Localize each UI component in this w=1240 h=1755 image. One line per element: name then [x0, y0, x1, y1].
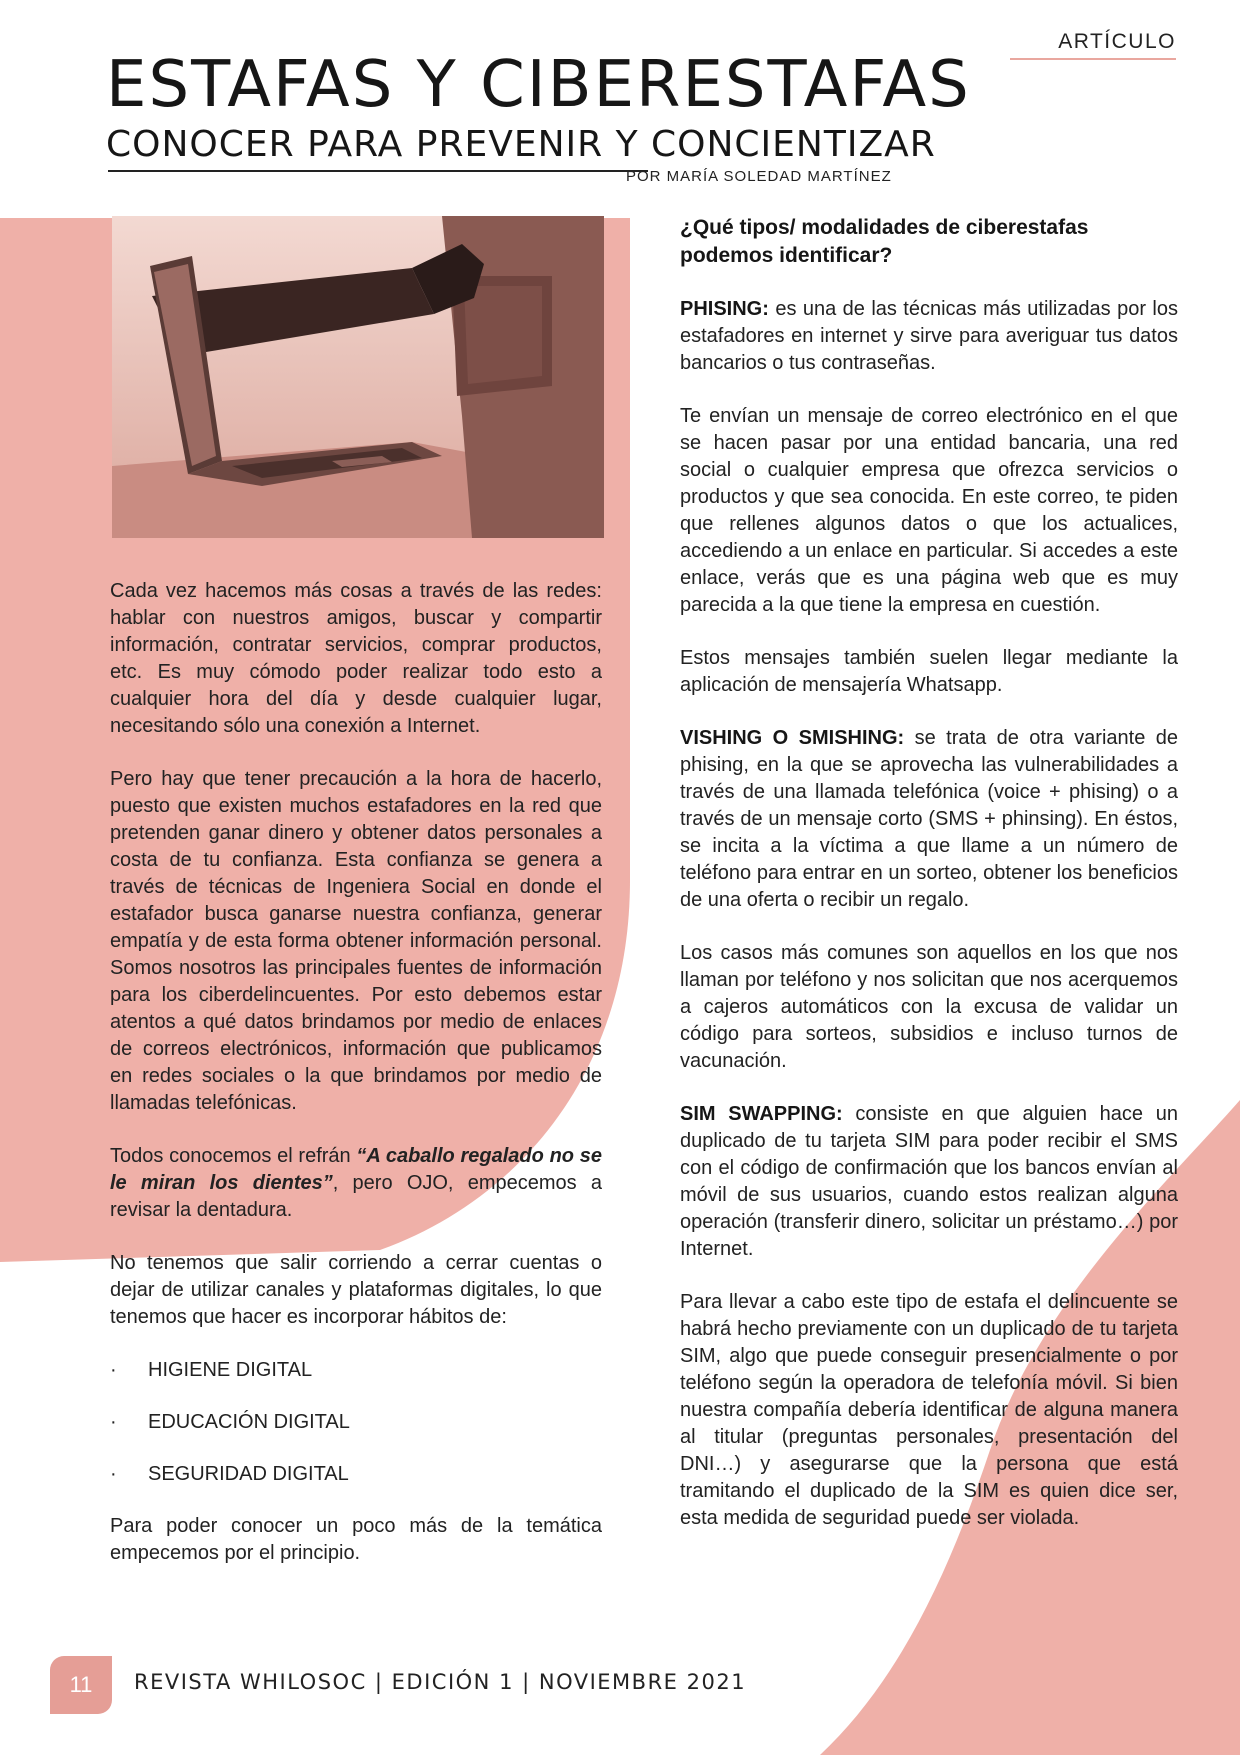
left-column — [110, 578, 602, 1593]
common-cases-paragraph: Los casos más comunes son aquellos en los que nos llaman por teléfono y nos solicitan que nos acerquemos a cajeros automáticos con la excusa de validar un código para sorteos, subsidios e incluso turnos de vacunación. — [680, 942, 1178, 1072]
proverb-paragraph — [110, 1143, 602, 1224]
phising-text: es una de las técnicas más utilizadas por los estafadores en internet y sirve para averiguar tus datos bancarios o tus contraseñas. — [680, 298, 1178, 374]
author-byline: POR MARÍA SOLEDAD MARTÍNEZ — [626, 168, 892, 185]
list-item-label: HIGIENE DIGITAL — [148, 1359, 313, 1381]
proverb-tail: , pero OJO, empecemos a revisar la dentadura. — [110, 1172, 603, 1221]
sim-swapping-text: consiste en que alguien hace un duplicado de tu tarjeta SIM para poder recibir el SMS con el código de confirmación que los bancos envían al móvil de sus usuarios, cuando estos realizan alguna operación (transferir dinero, solicitar un préstamo…) por Internet. — [680, 1103, 1178, 1260]
vishing-term: VISHING O SMISHING: — [680, 727, 905, 749]
bullet-glyph: · — [110, 1359, 117, 1381]
phising-paragraph — [680, 296, 1178, 377]
footer-publication: REVISTA WHILOSOC | EDICIÓN 1 | NOVIEMBRE 2021 — [134, 1670, 747, 1694]
proverb-quote: “A caballo regalado no se le miran los dientes” — [110, 1145, 602, 1194]
list-item — [110, 1461, 602, 1488]
bullet-glyph: · — [110, 1411, 117, 1433]
bullet-glyph: · — [110, 1463, 117, 1485]
sim-detail-paragraph: Para llevar a cabo este tipo de estafa el delincuente se habrá hecho previamente con un duplicado de tu tarjeta SIM, algo que puede conseguir presencialmente o por teléfono según la operadora de telefonía móvil. Si bien nuestra compañía debería identificar de alguna manera al titular (preguntas personales, presentación del DNI…) y asegurarse que la persona que está tramitando el duplicado de la SIM es quien dice ser, esta medida de seguridad puede ser violada. — [680, 1291, 1178, 1529]
section-tag: ARTÍCULO — [1058, 30, 1176, 53]
page-number: 11 — [50, 1656, 112, 1714]
title-underline — [108, 170, 648, 172]
closing-paragraph: Para poder conocer un poco más de la temática empecemos por el principio. — [110, 1515, 602, 1564]
habits-paragraph: No tenemos que salir corriendo a cerrar cuentas o dejar de utilizar canales y plataformas digitales, lo que tenemos que hacer es incorporar hábitos de: — [110, 1252, 602, 1328]
section-heading: ¿Qué tipos/ modalidades de ciberestafas podemos identificar? — [680, 216, 1089, 267]
sim-swapping-term: SIM SWAPPING: — [680, 1103, 843, 1125]
sim-swapping-paragraph — [680, 1101, 1178, 1263]
phising-detail-paragraph: Te envían un mensaje de correo electrónico en el que se hacen pasar por una entidad bancaria, una red social o cualquier empresa que ofrezca servicios o productos y que sea conocida. En este correo, te piden que rellenes algunos datos o que los actualices, accediendo a un enlace en particular. Si accedes a este enlace, verás que es una página web que es muy parecida a la que tiene la empresa en cuestión. — [680, 405, 1178, 616]
proverb-lead: Todos conocemos el refrán — [110, 1145, 357, 1167]
intro-paragraph: Cada vez hacemos más cosas a través de las redes: hablar con nuestros amigos, buscar y compartir información, contratar servicios, comprar productos, etc. Es muy cómodo poder realizar todo esto a cualquier hora del día y desde cualquier lugar, necesitando sólo una conexión a Internet. — [110, 580, 602, 737]
list-item — [110, 1357, 602, 1384]
list-item — [110, 1409, 602, 1436]
list-item-label: EDUCACIÓN DIGITAL — [148, 1411, 350, 1433]
phising-term: PHISING: — [680, 298, 769, 320]
vishing-text: se trata de otra variante de phising, en la que se aprovecha las vulnerabilidades a través de una llamada telefónica (voice + phising) o a través de un mensaje corto (SMS + phinsing). En éstos, se incita a la víctima a que llame a un número de teléfono para entrar en un sorteo, obtener los beneficios de una oferta o recibir un regalo. — [680, 727, 1178, 911]
article-title: ESTAFAS Y CIBERESTAFAS — [106, 48, 971, 122]
habits-list — [110, 1357, 602, 1488]
trust-paragraph: Pero hay que tener precaución a la hora de hacerlo, puesto que existen muchos estafadores en la red que pretenden ganar dinero y obtener datos personales a costa de tu confianza. Esta confianza se genera a través de técnicas de Ingeniera Social en donde el estafador busca ganarse nuestra confianza, generar empatía y de esta forma obtener información personal. Somos nosotros las principales fuentes de información para los ciberdelincuentes. Por esto debemos estar atentos a qué datos brindamos por medio de enlaces de correos electrónicos, información que publicamos en redes sociales o la que brindamos por medio de llamadas telefónicas. — [110, 768, 602, 1114]
list-item-label: SEGURIDAD DIGITAL — [148, 1463, 349, 1485]
whatsapp-paragraph: Estos mensajes también suelen llegar mediante la aplicación de mensajería Whatsapp. — [680, 647, 1178, 696]
article-photo — [112, 216, 604, 538]
article-subtitle: CONOCER PARA PREVENIR Y CONCIENTIZAR — [106, 124, 936, 165]
vishing-paragraph — [680, 725, 1178, 914]
right-column — [680, 214, 1178, 1558]
section-tag-underline — [1010, 58, 1176, 60]
